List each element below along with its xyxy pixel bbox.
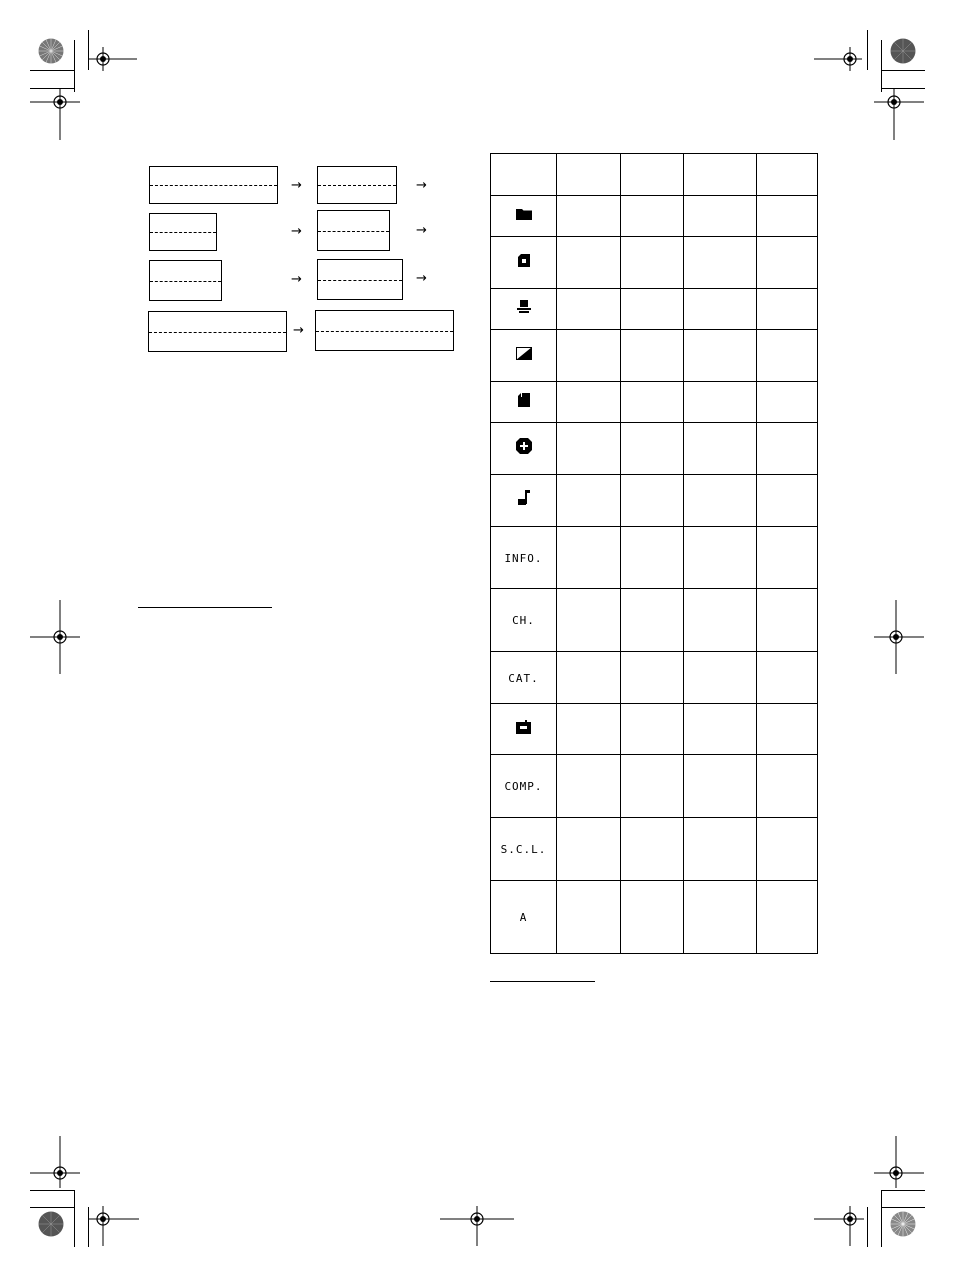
table-row (491, 652, 818, 704)
registration-mark (814, 47, 862, 71)
table-row (491, 704, 818, 755)
arrow-right: → (293, 323, 304, 338)
table-row (491, 289, 818, 330)
table-header-row (491, 154, 818, 196)
picture-icon (516, 347, 532, 360)
folder-icon (516, 208, 532, 220)
card-icon (516, 720, 531, 734)
arrow-right: → (291, 272, 302, 287)
registration-mark (874, 600, 924, 674)
display-box (149, 166, 278, 204)
lcd-label: CAT. (508, 671, 539, 685)
table-row (491, 755, 818, 818)
display-icon-table (490, 153, 818, 954)
registration-mark (874, 1136, 924, 1188)
table-row (491, 330, 818, 382)
document-icon (518, 393, 530, 407)
lcd-label: INFO. (504, 551, 543, 565)
arrow-right: → (291, 178, 302, 193)
display-box (315, 310, 454, 351)
display-box (149, 213, 217, 251)
registration-mark (874, 88, 924, 140)
registration-mark (30, 88, 80, 140)
registration-mark (440, 1206, 514, 1246)
arrow-right: → (416, 271, 427, 286)
table-row (491, 237, 818, 289)
lcd-label: COMP. (504, 780, 543, 793)
display-box (317, 166, 397, 204)
table-row (491, 881, 818, 954)
lcd-label: S.C.L. (500, 843, 547, 856)
table-row (491, 475, 818, 527)
arrow-right: → (416, 223, 427, 238)
table-row (491, 423, 818, 475)
rosette-mark (38, 1211, 64, 1237)
display-box (149, 260, 222, 301)
rosette-mark (38, 38, 64, 64)
registration-mark (89, 1206, 139, 1246)
display-box (148, 311, 287, 352)
plus-icon (516, 438, 532, 454)
rosette-mark (890, 1211, 916, 1237)
arrow-right: → (416, 178, 427, 193)
table-row (491, 589, 818, 652)
rosette-mark (890, 38, 916, 64)
underline-rule (490, 981, 595, 982)
lcd-label: CH. (512, 614, 535, 627)
arrow-right: → (291, 224, 302, 239)
table-row (491, 382, 818, 423)
underline-rule (138, 607, 272, 608)
table-row (491, 818, 818, 881)
album-icon (518, 254, 530, 267)
registration-mark (30, 1136, 80, 1188)
music-note-icon (516, 490, 532, 506)
lcd-label: A (519, 911, 528, 924)
display-box (317, 259, 403, 300)
registration-mark (30, 600, 80, 674)
artist-icon (516, 300, 532, 313)
table-row (491, 196, 818, 237)
registration-mark (89, 47, 137, 71)
registration-mark (814, 1206, 864, 1246)
table-row (491, 527, 818, 589)
display-box (317, 210, 390, 251)
